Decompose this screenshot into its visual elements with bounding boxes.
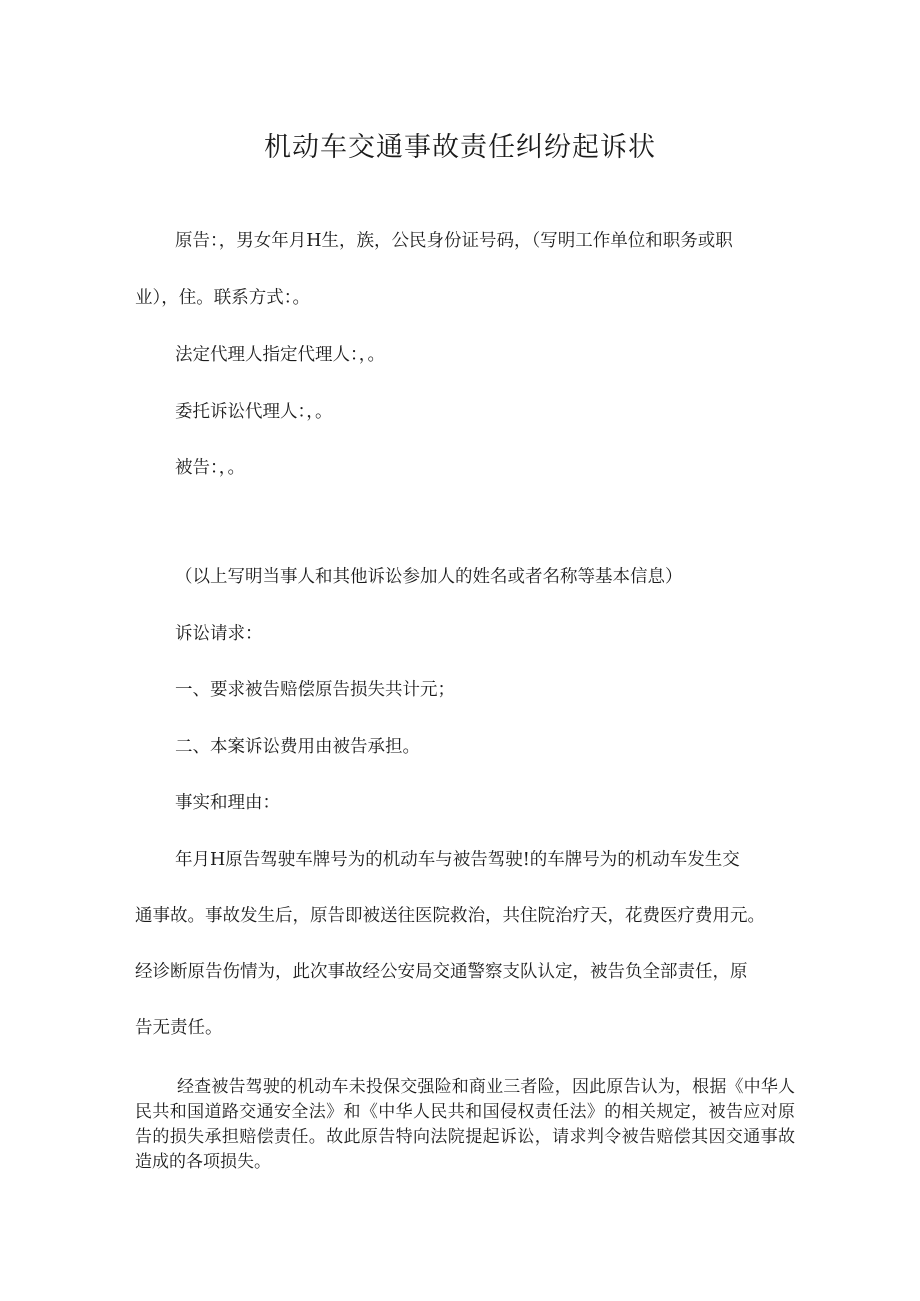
facts-line-4: 告无责任。 bbox=[135, 1018, 223, 1038]
closing-paragraph: 经查被告驾驶的机动车未投保交强险和商业三者险，因此原告认为，根据《中华人民共和国道路交通安全法》和《中华人民共和国侵权责任法》的相关规定，被告应对原告的损失承担赔偿责任。故此原告特向法院提起诉讼，请求判令被告赔偿其因交通事故造成的各项损失。 bbox=[135, 1077, 795, 1172]
document-title: 机动车交通事故责任纠纷起诉状 bbox=[264, 132, 656, 163]
legal-agent-line: 法定代理人指定代理人：，。 bbox=[175, 345, 385, 365]
parties-note: （以上写明当事人和其他诉讼参加人的姓名或者名称等基本信息） bbox=[175, 567, 683, 587]
facts-line-1: 年月H原告驾驶车牌号为的机动车与被告驾驶!的车牌号为的机动车发生交 bbox=[175, 850, 740, 870]
facts-heading: 事实和理由： bbox=[175, 793, 280, 813]
entrusted-agent-line: 委托诉讼代理人：，。 bbox=[175, 402, 333, 422]
defendant-line: 被告：，。 bbox=[175, 458, 245, 478]
plaintiff-info-line-2: 业），住。联系方式：。 bbox=[135, 288, 310, 308]
plaintiff-info-line-1: 原告：，男女年月H生，族，公民身份证号码，（写明工作单位和职务或职 bbox=[175, 231, 733, 251]
claims-heading: 诉讼请求： bbox=[175, 624, 263, 644]
facts-line-3: 经诊断原告伤情为，此次事故经公安局交通警察支队认定，被告负全部责任，原 bbox=[135, 962, 748, 982]
claim-item-2: 二、本案诉讼费用由被告承担。 bbox=[175, 737, 420, 757]
claim-item-1: 一、要求被告赔偿原告损失共计元； bbox=[175, 680, 455, 700]
facts-line-2: 通事故。事故发生后，原告即被送往医院救治，共住院治疗天，花费医疗费用元。 bbox=[135, 906, 765, 926]
